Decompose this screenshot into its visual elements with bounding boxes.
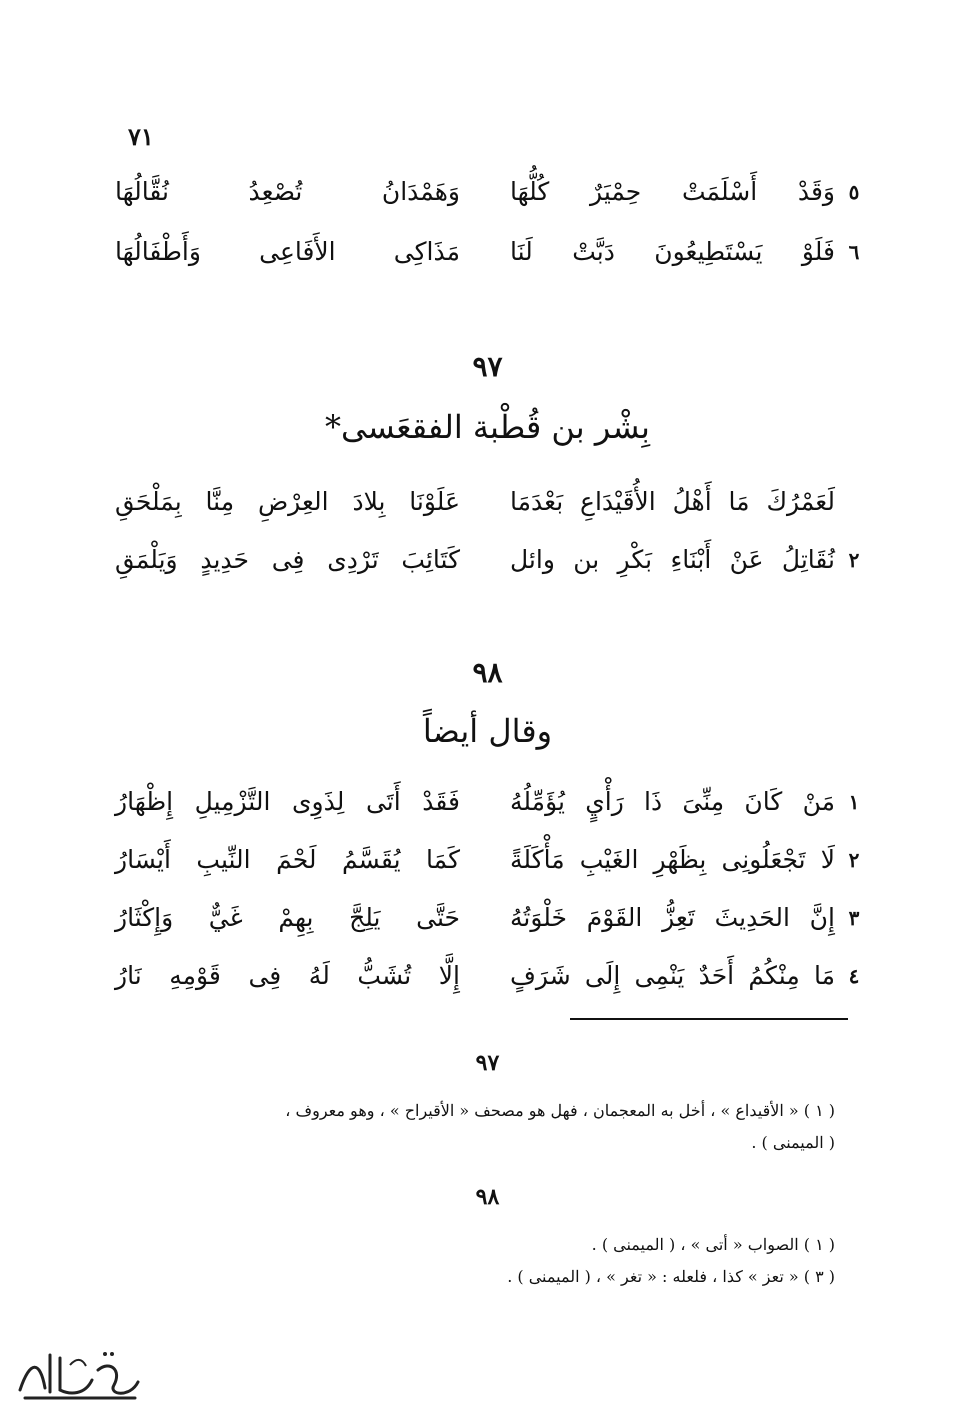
poem-title: بِشْر بن قُطْبة الفقعَسى* <box>325 408 650 446</box>
verse-line <box>115 894 860 942</box>
footnote-divider <box>570 1018 848 1020</box>
footnote-line: ( الميمنى ) . <box>751 1133 835 1152</box>
first-hemistich: إِنَّ الحَدِيثَ تَعِزُّ القَوْمَ خَلْوَتُهُ <box>510 903 835 932</box>
second-hemistich: فَقَدْ أَتَى لِذَوِى التَّزْمِيلِ إِظْهَارُ <box>115 787 460 816</box>
second-hemistich: إِلَّا تُشَبُّ لَهُ فِى قَوْمِهِ نَارُ <box>115 961 460 990</box>
calligraphy-stamp-logo <box>10 1340 150 1410</box>
footnote-line: ( ١ ) « الأقيداع » ، أخل به المعجمان ، فهل هو مصحف « الأقيراح » ، وهو معروف ، <box>285 1101 835 1120</box>
page-number: ٧١ <box>128 122 154 151</box>
footnote-line: ( ٣ ) « تعز » كذا ، فلعله : « تغر » ، ( الميمنى ) . <box>507 1267 835 1286</box>
poem-number: ٩٨ <box>472 656 503 689</box>
verse-line <box>115 952 860 1000</box>
first-hemistich: وَقَدْ أَسْلَمَتْ حِمْيَرٌ كُلُّهَا <box>510 177 835 206</box>
verse-number: ٦ <box>848 240 860 264</box>
verse-line <box>115 168 860 216</box>
verse-number: ٥ <box>848 180 860 204</box>
verse-line <box>115 228 860 276</box>
footnote-section-number: ٩٨ <box>475 1184 500 1210</box>
second-hemistich: كَتَائِبَ تَرْدِى فِى حَدِيدٍ وَيَلْمَقِ <box>115 545 460 574</box>
verse-line <box>115 536 860 584</box>
verse-number: ٤ <box>848 964 860 988</box>
verse-number: ٢ <box>848 848 860 872</box>
verse-number: ١ <box>848 790 860 814</box>
footnote-line: ( ١ ) الصواب « أتى » ، ( الميمنى ) . <box>591 1235 835 1254</box>
poem-title: وقال أيضاً <box>422 712 553 750</box>
verse-number: ٣ <box>848 906 860 930</box>
first-hemistich: نُقَاتِلُ عَنْ أَبْنَاءِ بَكْرِ بن وائل <box>510 545 835 574</box>
second-hemistich: كَمَا يُقَسَّمُ لَحْمَ النِّيبِ أَيْسَارُ <box>115 845 460 874</box>
footnote-section-number: ٩٧ <box>475 1050 500 1076</box>
poem-number: ٩٧ <box>472 350 503 383</box>
second-hemistich: مَذَاكِى الأَفَاعِى وَأَطْفَالُهَا <box>115 237 460 266</box>
first-hemistich: لَا تَجْعَلُونِى بِظَهْرِ الغَيْبِ مَأْكَلَةً <box>510 845 835 874</box>
first-hemistich: لَعَمْرُكَ مَا أَهْلُ الأُقَيْدَاعِ بَعْدَمَا <box>510 487 835 516</box>
verse-line <box>115 836 860 884</box>
second-hemistich: عَلَوْنَا بِلادَ العِرْضِ مِنَّا بِمَلْحَقِ <box>115 487 460 516</box>
second-hemistich: وَهَمْدَانُ تُصْعِدُ نُقَّالُهَا <box>115 177 460 206</box>
first-hemistich: مَنْ كَانَ مِنِّىَ ذَا رَأْيٍ يُؤَمِّلُهُ <box>510 787 835 816</box>
verse-number: ٢ <box>848 548 860 572</box>
verse-line <box>115 778 860 826</box>
first-hemistich: فَلَوْ يَسْتَطِيعُونَ دَبَّتْ لَنَا <box>510 237 835 266</box>
first-hemistich: مَا مِنْكُمُ أَحَدٌ يَنْمِى إِلَى شَرَفٍ <box>510 961 835 990</box>
verse-line <box>115 478 835 526</box>
second-hemistich: حَتَّى يَلِجَّ بِهِمْ غَيٌّ وَإِكْثَارُ <box>115 903 460 932</box>
